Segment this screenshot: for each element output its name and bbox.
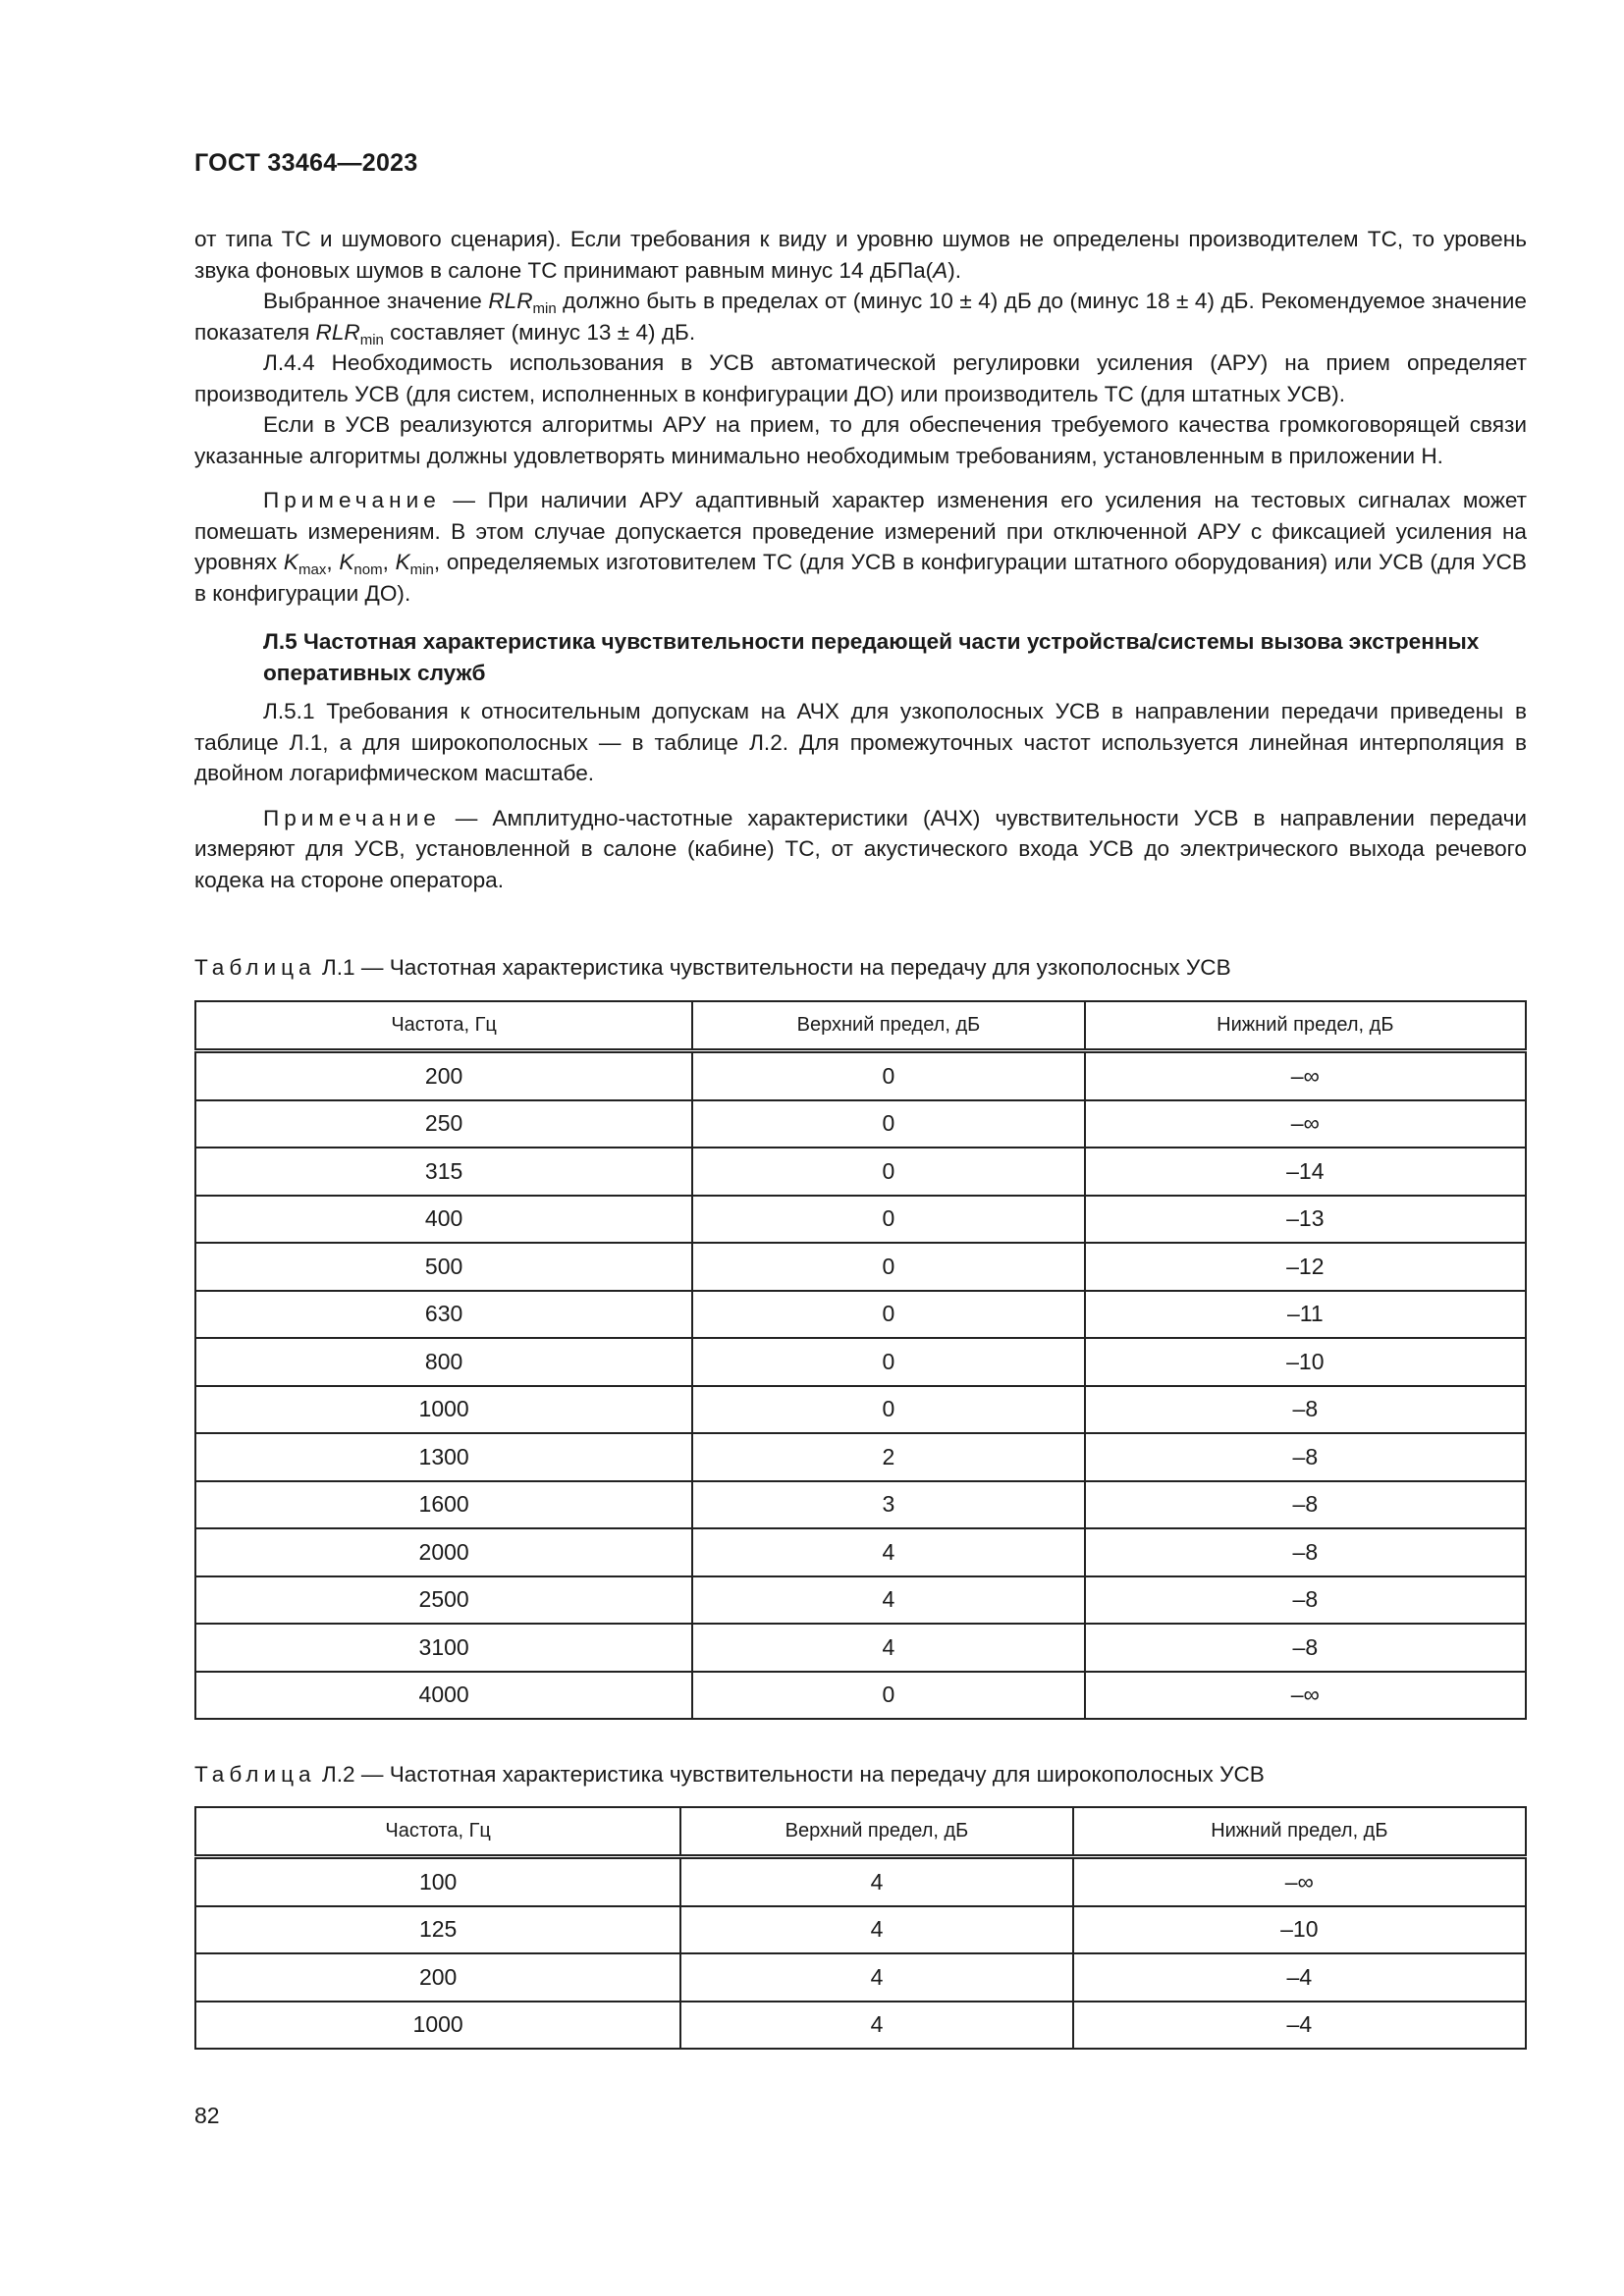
table-cell: 125 <box>195 1906 680 1954</box>
table-cell: –8 <box>1085 1576 1526 1625</box>
table-cell: –10 <box>1073 1906 1526 1954</box>
table-cell: –∞ <box>1073 1857 1526 1906</box>
table-cell: –4 <box>1073 2002 1526 2050</box>
table-cell: 0 <box>692 1243 1084 1291</box>
column-header: Нижний предел, дБ <box>1085 1001 1526 1051</box>
paragraph-l51: Л.5.1 Требования к относительным допускам на АЧХ для узкополосных УСВ в направлении передачи приведены в таблице Л.1, а для широкополосных — в таблице Л.2. Для промежуточных частот используется линейная интерполяция в двойном логарифмическом масштабе. <box>194 699 1527 785</box>
table-cell: –8 <box>1085 1386 1526 1434</box>
table-header-row <box>195 1807 1526 1857</box>
table-cell: 0 <box>692 1386 1084 1434</box>
table-cell: –8 <box>1085 1528 1526 1576</box>
table-row <box>195 1148 1526 1196</box>
note-aru: Примечание — При наличии АРУ адаптивный характер изменения его усиления на тестовых сигналах может помешать измерениям. В этом случае допускается проведение измерений при отключенной АРУ с фиксацией усиления на уровнях $K_{max}$, $K_{nom}$, $K_{min}$, определяемых изготовителем ТС (для УСВ в конфигурации штатного оборудования) или УСВ (для УСВ в конфигурации ДО). <box>194 488 1527 606</box>
table-row <box>195 1528 1526 1576</box>
table-cell: 4 <box>680 1906 1072 1954</box>
document-page <box>194 0 1527 2296</box>
column-header: Частота, Гц <box>195 1001 692 1051</box>
table-cell: –∞ <box>1085 1672 1526 1720</box>
table-cell: 0 <box>692 1672 1084 1720</box>
column-header: Частота, Гц <box>195 1807 680 1857</box>
table-cell: 0 <box>692 1196 1084 1244</box>
table-cell: 3 <box>692 1481 1084 1529</box>
table-cell: 200 <box>195 1953 680 2002</box>
paragraph-noise: от типа ТС и шумового сценария). Если требования к виду и уровню шумов не определены производителем ТС, то уровень звука фоновых шумов в салоне ТС принимают равным минус 14 дБПа(A). <box>194 227 1527 283</box>
table-row <box>195 1338 1526 1386</box>
table-row <box>195 1433 1526 1481</box>
table-cell: 800 <box>195 1338 692 1386</box>
table-row <box>195 1243 1526 1291</box>
table-cell: 0 <box>692 1051 1084 1100</box>
table-cell: 4 <box>692 1528 1084 1576</box>
table-cell: 250 <box>195 1100 692 1148</box>
table-cell: 400 <box>195 1196 692 1244</box>
table-header-row <box>195 1001 1526 1051</box>
table-cell: 3100 <box>195 1624 692 1672</box>
table-cell: –∞ <box>1085 1100 1526 1148</box>
table-row <box>195 1196 1526 1244</box>
paragraph-aru: Если в УСВ реализуются алгоритмы АРУ на прием, то для обеспечения требуемого качества громкоговорящей связи указанные алгоритмы должны удовлетворять минимально необходимым требованиям, установленным в приложении Н. <box>194 412 1527 468</box>
table-cell: 4 <box>692 1624 1084 1672</box>
table-row <box>195 1953 1526 2002</box>
table-cell: –4 <box>1073 1953 1526 2002</box>
body-text <box>194 224 1527 895</box>
table-row <box>195 1481 1526 1529</box>
table-cell: –12 <box>1085 1243 1526 1291</box>
table-row <box>195 1624 1526 1672</box>
table-cell: –∞ <box>1085 1051 1526 1100</box>
page-number: 82 <box>194 2103 220 2128</box>
column-header: Верхний предел, дБ <box>680 1807 1072 1857</box>
table-cell: 0 <box>692 1100 1084 1148</box>
table-cell: 0 <box>692 1338 1084 1386</box>
table2-caption: Таблица Л.2 — Частотная характеристика чувствительности на передачу для широкополосных УСВ <box>194 1762 1265 1787</box>
table-cell: 1000 <box>195 2002 680 2050</box>
section-heading: Л.5 Частотная характеристика чувствительности передающей части устройства/системы вызова экстренных оперативных служб <box>263 629 1480 685</box>
table-cell: 0 <box>692 1291 1084 1339</box>
table-row <box>195 1386 1526 1434</box>
document-header: ГОСТ 33464—2023 <box>194 149 418 177</box>
table-cell: 315 <box>195 1148 692 1196</box>
table-cell: –10 <box>1085 1338 1526 1386</box>
paragraph-rlr: Выбранное значение $RLR_{min}$ должно быть в пределах от (минус 10 ± 4) дБ до (минус 18 ± 4) дБ. Рекомендуемое значение показателя $RLR_{min}$ составляет (минус 13 ± 4) дБ. <box>194 289 1527 348</box>
table-row <box>195 1100 1526 1148</box>
table-row <box>195 1672 1526 1720</box>
column-header: Верхний предел, дБ <box>692 1001 1084 1051</box>
table-cell: 630 <box>195 1291 692 1339</box>
table-cell: 500 <box>195 1243 692 1291</box>
table-row <box>195 1291 1526 1339</box>
table-cell: 0 <box>692 1148 1084 1196</box>
table-cell: 2 <box>692 1433 1084 1481</box>
table-cell: 4 <box>680 2002 1072 2050</box>
table-cell: –13 <box>1085 1196 1526 1244</box>
table1-caption: Таблица Л.1 — Частотная характеристика чувствительности на передачу для узкополосных УСВ <box>194 955 1231 980</box>
column-header: Нижний предел, дБ <box>1073 1807 1526 1857</box>
table-cell: 1600 <box>195 1481 692 1529</box>
table-row <box>195 1906 1526 1954</box>
table-row <box>195 1857 1526 1906</box>
table-cell: 4000 <box>195 1672 692 1720</box>
table-cell: 4 <box>692 1576 1084 1625</box>
table-cell: 4 <box>680 1953 1072 2002</box>
table-cell: 100 <box>195 1857 680 1906</box>
table-cell: –8 <box>1085 1433 1526 1481</box>
table-cell: –8 <box>1085 1624 1526 1672</box>
table-cell: 2500 <box>195 1576 692 1625</box>
table-cell: 4 <box>680 1857 1072 1906</box>
table-cell: –11 <box>1085 1291 1526 1339</box>
table-cell: 1000 <box>195 1386 692 1434</box>
table-cell: 200 <box>195 1051 692 1100</box>
table-cell: –8 <box>1085 1481 1526 1529</box>
table-cell: 1300 <box>195 1433 692 1481</box>
table1 <box>194 1000 1527 1720</box>
table2 <box>194 1806 1527 2050</box>
table-row <box>195 1576 1526 1625</box>
paragraph-l44: Л.4.4 Необходимость использования в УСВ автоматической регулировки усиления (АРУ) на прием определяет производитель УСВ (для систем, исполненных в конфигурации ДО) или производитель ТС (для штатных УСВ). <box>194 350 1527 406</box>
note-achx: Примечание — Амплитудно-частотные характеристики (АЧХ) чувствительности УСВ в направлении передачи измеряют для УСВ, установленной в салоне (кабине) ТС, от акустического входа УСВ до электрического выхода речевого кодека на стороне оператора. <box>194 805 1527 892</box>
table-cell: 2000 <box>195 1528 692 1576</box>
table-cell: –14 <box>1085 1148 1526 1196</box>
table-row <box>195 1051 1526 1100</box>
table-row <box>195 2002 1526 2050</box>
